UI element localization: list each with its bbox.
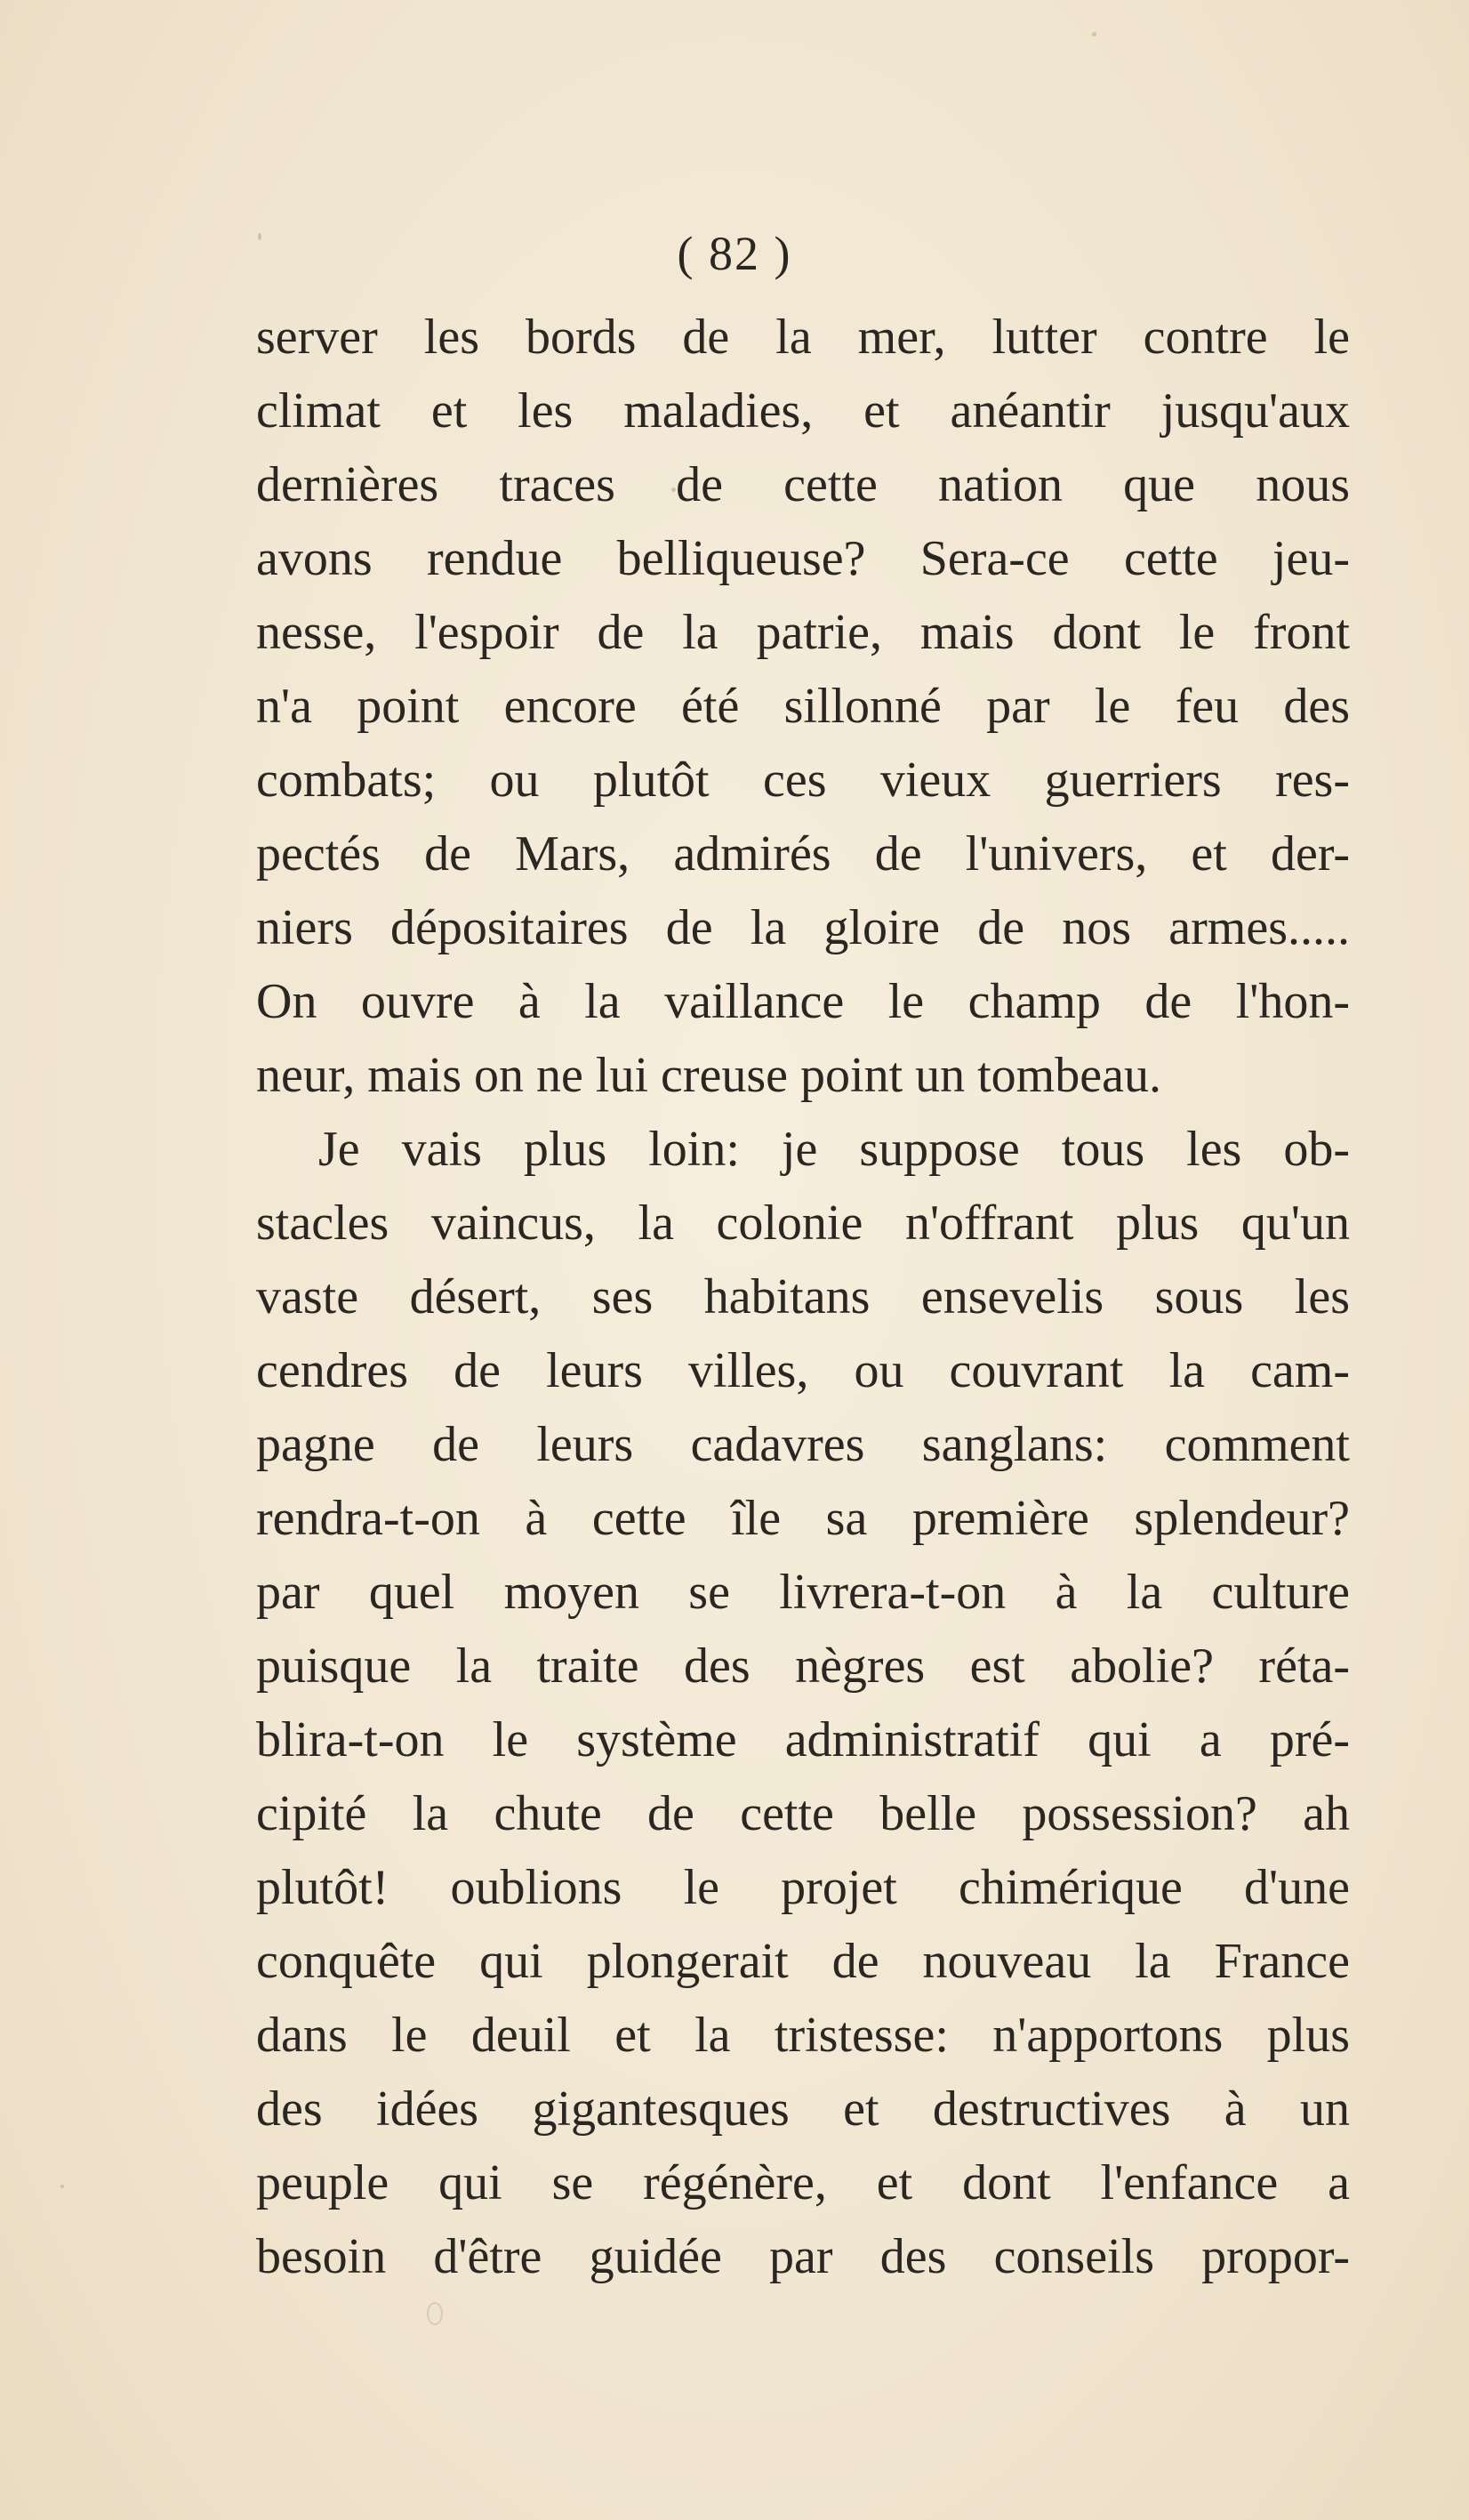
text-line: Je vais plus loin: je suppose tous les ob- — [318, 1122, 1350, 1177]
paper-speck — [1092, 32, 1096, 36]
text-line: blira-t-on le système administratif qui a pré- — [256, 1712, 1350, 1767]
text-line: vaste désert, ses habitans ensevelis sous les — [256, 1269, 1350, 1324]
text-line: climat et les maladies, et anéantir jusqu'aux — [256, 383, 1350, 439]
text-line: rendra-t-on à cette île sa première splendeur? — [256, 1491, 1350, 1546]
page-number: ( 82 ) — [677, 227, 792, 280]
text-line: niers dépositaires de la gloire de nos armes..... — [256, 900, 1350, 955]
text-line: par quel moyen se livrera-t-on à la culture — [256, 1565, 1350, 1620]
text-line: On ouvre à la vaillance le champ de l'hon- — [256, 974, 1350, 1029]
paper-speck — [427, 2302, 443, 2325]
text-line: puisque la traite des nègres est abolie? réta- — [256, 1638, 1350, 1694]
text-line: avons rendue belliqueuse? Sera-ce cette jeu- — [256, 531, 1350, 586]
text-line: des idées gigantesques et destructives à un — [256, 2081, 1350, 2137]
text-line: nesse, l'espoir de la patrie, mais dont le front — [256, 605, 1350, 660]
paper-speck — [60, 2185, 64, 2188]
text-line: n'a point encore été sillonné par le feu des — [256, 679, 1350, 734]
text-line: pectés de Mars, admirés de l'univers, et der- — [256, 826, 1350, 882]
text-line: conquête qui plongerait de nouveau la France — [256, 1934, 1350, 1989]
text-line: cendres de leurs villes, ou couvrant la cam- — [256, 1343, 1350, 1398]
text-line: peuple qui se régénère, et dont l'enfance a — [256, 2155, 1350, 2210]
text-line: stacles vaincus, la colonie n'offrant plus qu'un — [256, 1196, 1350, 1251]
text-line: pagne de leurs cadavres sanglans: comment — [256, 1417, 1350, 1472]
text-line: combats; ou plutôt ces vieux guerriers res- — [256, 753, 1350, 808]
text-line: besoin d'être guidée par des conseils propor- — [256, 2229, 1350, 2284]
text-line: server les bords de la mer, lutter contre le — [256, 310, 1350, 365]
text-line: cipité la chute de cette belle possession? ah — [256, 1786, 1350, 1841]
text-line: plutôt! oublions le projet chimérique d'une — [256, 1860, 1350, 1915]
text-line: dans le deuil et la tristesse: n'apportons plus — [256, 2008, 1350, 2063]
body-text — [256, 301, 1350, 2294]
text-line: neur, mais on ne lui creuse point un tombeau. — [256, 1048, 1161, 1103]
text-line: dernières traces de cette nation que nous — [256, 457, 1350, 512]
